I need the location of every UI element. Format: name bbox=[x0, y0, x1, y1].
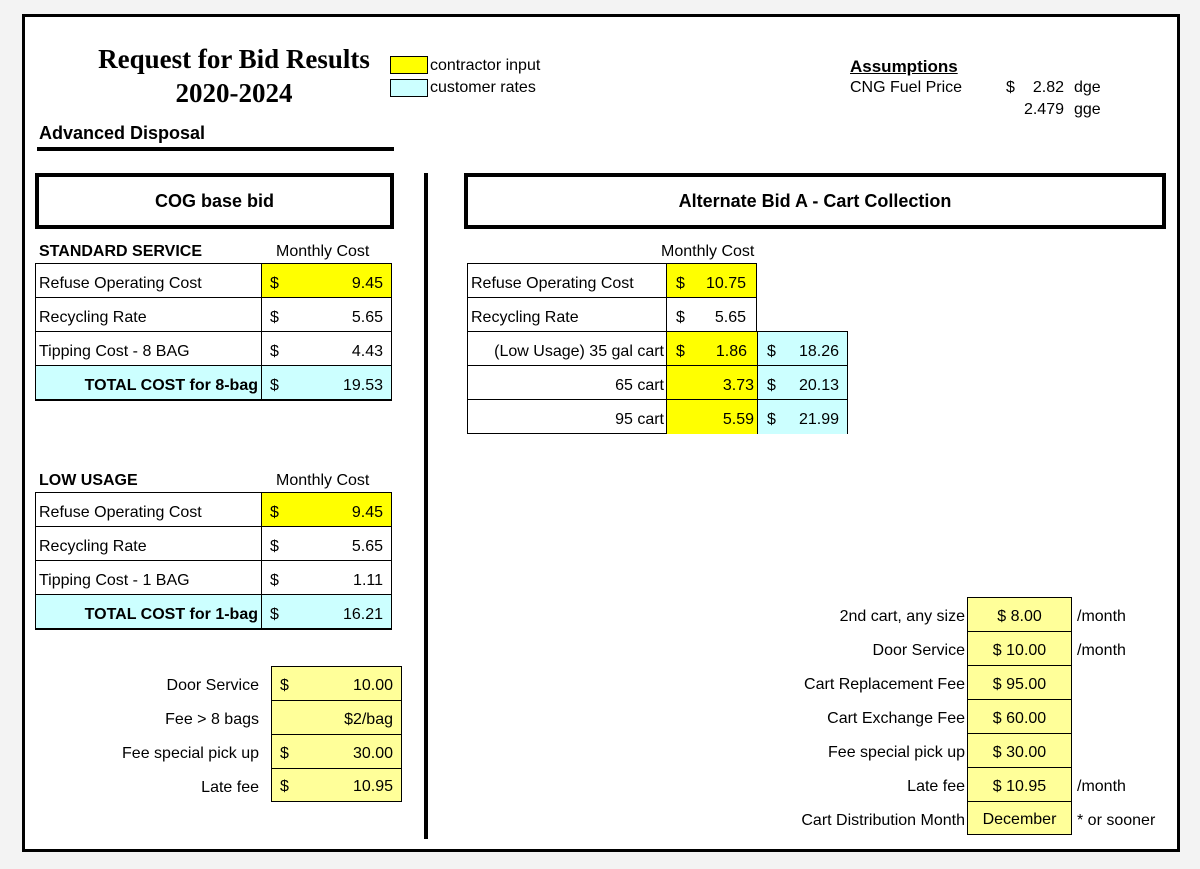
customer-rate-value: 21.99 bbox=[798, 411, 839, 428]
fee-value: $ 8.00 bbox=[967, 597, 1072, 631]
cng-gge-value: 2.479 bbox=[1023, 101, 1064, 118]
cost-value: 10.75 bbox=[705, 275, 746, 292]
low-usage-heading: LOW USAGE bbox=[39, 472, 138, 489]
customer-rate-cell bbox=[757, 366, 848, 400]
legend-swatch-contractor bbox=[390, 56, 428, 74]
fee-cell bbox=[271, 700, 402, 734]
legend-swatch-customer bbox=[390, 79, 428, 97]
currency: $ bbox=[676, 309, 685, 326]
report-title-line1: Request for Bid Results bbox=[98, 44, 370, 74]
table-row bbox=[35, 492, 392, 526]
fee-label: Door Service bbox=[166, 677, 259, 694]
currency: $ bbox=[270, 606, 279, 623]
cost-value: 9.45 bbox=[351, 504, 383, 521]
fee-label: Fee special pick up bbox=[122, 745, 259, 762]
spreadsheet-sheet bbox=[22, 14, 1180, 852]
row-label: Recycling Rate bbox=[467, 298, 666, 332]
fee-label: Door Service bbox=[872, 642, 965, 659]
section-divider bbox=[424, 173, 428, 839]
currency: $ bbox=[270, 504, 279, 521]
cost-cell bbox=[261, 493, 392, 527]
fee-value: $ 60.00 bbox=[967, 699, 1072, 733]
fee-row bbox=[645, 801, 1165, 835]
cost-value: 5.65 bbox=[714, 309, 746, 326]
alt-col-header: Monthly Cost bbox=[661, 243, 755, 260]
row-label: Refuse Operating Cost bbox=[35, 264, 261, 298]
cng-dge-unit: dge bbox=[1074, 79, 1101, 96]
cog-panel-title: COG base bid bbox=[35, 173, 394, 229]
row-label: 95 cart bbox=[467, 400, 666, 434]
fee-unit: /month bbox=[1077, 642, 1126, 659]
fee-cell bbox=[271, 734, 402, 768]
cost-cell bbox=[261, 595, 392, 629]
fee-unit: /month bbox=[1077, 778, 1126, 795]
fee-label: Fee special pick up bbox=[828, 744, 965, 761]
company-name: Advanced Disposal bbox=[39, 123, 206, 143]
fee-value: 10.95 bbox=[352, 778, 393, 795]
currency: $ bbox=[676, 275, 685, 292]
fee-row bbox=[645, 631, 1165, 665]
total-row bbox=[35, 365, 392, 401]
low-col-header: Monthly Cost bbox=[276, 472, 370, 489]
fee-value: 30.00 bbox=[352, 745, 393, 762]
fee-label: Late fee bbox=[907, 778, 965, 795]
cost-cell bbox=[261, 332, 392, 366]
currency: $ bbox=[270, 538, 279, 555]
standard-col-header: Monthly Cost bbox=[276, 243, 370, 260]
row-label: Tipping Cost - 1 BAG bbox=[35, 561, 261, 595]
table-row bbox=[35, 331, 392, 365]
cost-cell bbox=[666, 400, 757, 434]
customer-rate-value: 18.26 bbox=[798, 343, 839, 360]
currency: $ bbox=[676, 343, 685, 360]
total-value: 16.21 bbox=[342, 606, 383, 623]
fee-value: $ 10.95 bbox=[967, 767, 1072, 801]
assumptions-heading: Assumptions bbox=[850, 57, 958, 76]
table-row bbox=[467, 331, 848, 365]
row-label: Recycling Rate bbox=[35, 527, 261, 561]
fee-value: $2/bag bbox=[344, 711, 393, 728]
legend-label-customer: customer rates bbox=[430, 79, 536, 96]
currency: $ bbox=[270, 377, 279, 394]
cost-value: 4.43 bbox=[351, 343, 383, 360]
table-row bbox=[467, 263, 757, 297]
currency: $ bbox=[270, 309, 279, 326]
cost-cell bbox=[261, 298, 392, 332]
fee-value: $ 30.00 bbox=[967, 733, 1072, 767]
fee-cell bbox=[271, 666, 402, 700]
fee-unit bbox=[1077, 699, 1165, 733]
currency: $ bbox=[767, 377, 776, 394]
fee-row bbox=[35, 768, 392, 802]
fee-label: Late fee bbox=[201, 779, 259, 796]
row-label: Refuse Operating Cost bbox=[467, 264, 666, 298]
fee-value: $ 95.00 bbox=[967, 665, 1072, 699]
currency: $ bbox=[270, 343, 279, 360]
fee-label: Cart Exchange Fee bbox=[827, 710, 965, 727]
cost-cell bbox=[261, 527, 392, 561]
customer-rate-value: 20.13 bbox=[798, 377, 839, 394]
fee-row bbox=[645, 767, 1165, 801]
cost-value: 5.65 bbox=[351, 309, 383, 326]
fee-label: Cart Replacement Fee bbox=[804, 676, 965, 693]
cng-gge-unit: gge bbox=[1074, 101, 1101, 118]
cost-value: 5.65 bbox=[351, 538, 383, 555]
table-row bbox=[467, 297, 757, 331]
cost-value: 5.59 bbox=[722, 411, 754, 428]
fee-unit: /month bbox=[1077, 608, 1126, 625]
table-row bbox=[467, 365, 848, 399]
fee-row bbox=[35, 700, 392, 734]
total-value: 19.53 bbox=[342, 377, 383, 394]
cost-value: 3.73 bbox=[722, 377, 754, 394]
currency: $ bbox=[280, 677, 289, 694]
report-title-line2: 2020-2024 bbox=[175, 78, 293, 108]
table-row bbox=[35, 560, 392, 594]
table-row bbox=[35, 297, 392, 331]
company-underline bbox=[37, 147, 394, 151]
fee-label: Cart Distribution Month bbox=[801, 812, 965, 829]
fee-cell bbox=[271, 768, 402, 802]
fee-unit bbox=[1077, 665, 1165, 699]
fee-row bbox=[645, 665, 1165, 699]
customer-rate-cell bbox=[757, 332, 848, 366]
row-label: Refuse Operating Cost bbox=[35, 493, 261, 527]
total-label: TOTAL COST for 8-bag bbox=[35, 366, 261, 400]
cost-cell bbox=[666, 332, 757, 366]
standard-service-heading: STANDARD SERVICE bbox=[39, 243, 202, 260]
table-row bbox=[35, 263, 392, 297]
cost-cell bbox=[666, 298, 757, 332]
currency: $ bbox=[767, 343, 776, 360]
cost-cell bbox=[261, 264, 392, 298]
table-row bbox=[467, 399, 848, 434]
fee-row bbox=[35, 734, 392, 768]
currency: $ bbox=[767, 411, 776, 428]
row-label: Tipping Cost - 8 BAG bbox=[35, 332, 261, 366]
total-row bbox=[35, 594, 392, 630]
cost-value: 1.11 bbox=[353, 572, 383, 589]
cng-dge-value: 2.82 bbox=[1032, 79, 1064, 96]
fee-value: 10.00 bbox=[352, 677, 393, 694]
fee-row bbox=[645, 699, 1165, 733]
legend-label-contractor: contractor input bbox=[430, 57, 541, 74]
cost-value: 1.86 bbox=[715, 343, 747, 360]
cng-fuel-label: CNG Fuel Price bbox=[850, 79, 963, 96]
fee-value: $ 10.00 bbox=[967, 631, 1072, 665]
row-label: Recycling Rate bbox=[35, 298, 261, 332]
currency: $ bbox=[280, 745, 289, 762]
row-label: 65 cart bbox=[467, 366, 666, 400]
cost-value: 9.45 bbox=[351, 275, 383, 292]
cost-cell bbox=[666, 264, 757, 298]
alt-panel-title: Alternate Bid A - Cart Collection bbox=[464, 173, 1166, 229]
fee-label: 2nd cart, any size bbox=[839, 608, 965, 625]
cost-cell bbox=[261, 366, 392, 400]
fee-unit: * or sooner bbox=[1077, 812, 1156, 829]
cng-currency: $ bbox=[1006, 79, 1015, 96]
row-label: (Low Usage) 35 gal cart bbox=[467, 332, 666, 366]
customer-rate-cell bbox=[757, 400, 848, 434]
cost-cell bbox=[666, 366, 757, 400]
fee-unit bbox=[1077, 733, 1165, 767]
currency: $ bbox=[270, 275, 279, 292]
fee-label: Fee > 8 bags bbox=[165, 711, 259, 728]
currency: $ bbox=[270, 572, 279, 589]
fee-row bbox=[35, 666, 392, 700]
distribution-month-value: December bbox=[967, 801, 1072, 835]
fee-row bbox=[645, 733, 1165, 767]
fee-row bbox=[645, 597, 1165, 631]
cost-cell bbox=[261, 561, 392, 595]
table-row bbox=[35, 526, 392, 560]
total-label: TOTAL COST for 1-bag bbox=[35, 595, 261, 629]
currency: $ bbox=[280, 778, 289, 795]
